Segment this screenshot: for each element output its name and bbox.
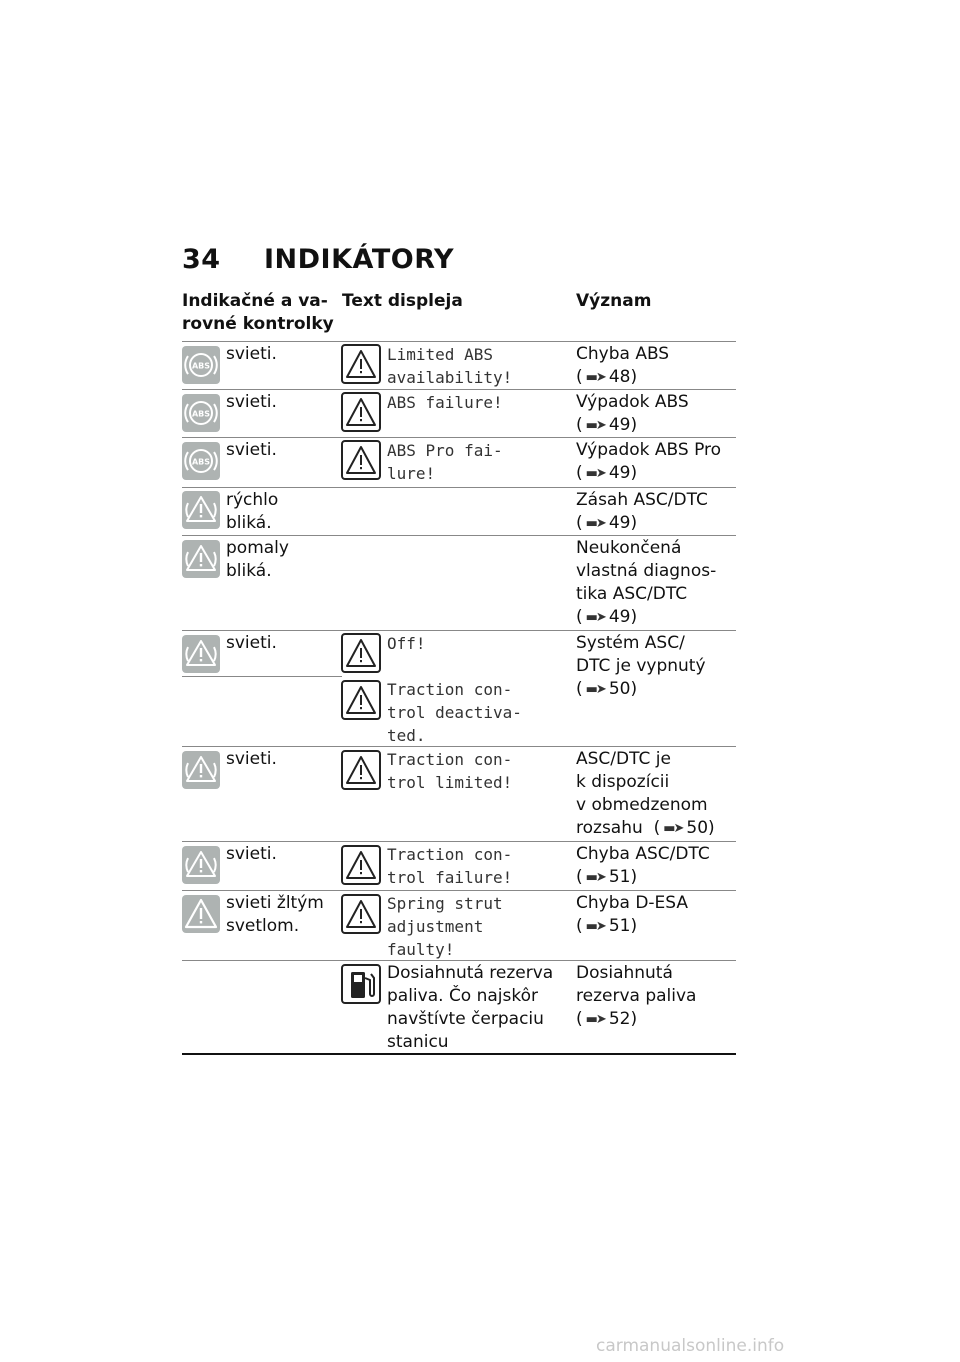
traction-control-light-icon [182,751,220,789]
light-state: pomaly bliká. [226,538,289,581]
warning-triangle-display-icon [341,633,381,673]
reference-arrow-icon: ▬➤ [585,516,605,531]
light-state: svieti. [226,344,277,364]
page-heading [182,244,454,275]
page-title: INDIKÁTORY [264,244,455,275]
display-text: Traction con- trol deactiva- ted. [387,680,522,745]
column-header-line: rovné kontrolky [182,314,334,334]
column-header-meaning: Význam [576,291,652,311]
light-state: svieti. [226,844,277,864]
reference-arrow-icon: ▬➤ [585,1012,605,1027]
column-header-line: Indikačné a va- [182,291,328,311]
table-rule [182,535,736,536]
page-reference[interactable]: 52) [608,1009,638,1029]
display-text: ABS failure! [387,393,503,412]
traction-control-light-icon [182,846,220,884]
display-text: ABS Pro fai- lure! [387,441,503,483]
page-reference[interactable]: 49) [608,415,638,435]
reference-arrow-icon: ▬➤ [585,418,605,433]
table-rule [182,630,736,631]
display-text: Off! [387,634,426,653]
reference-arrow-icon: ▬➤ [585,682,605,697]
light-state: svieti. [226,749,277,769]
display-text: Limited ABS availability! [387,345,513,387]
page-reference[interactable]: 49) [608,463,638,483]
meaning-text: Neukončená vlastná diagnos- tika ASC/DTC ( ▬➤ 49) [576,538,717,627]
warning-triangle-display-icon [341,845,381,885]
traction-control-light-icon [182,491,220,529]
display-text: Spring strut adjustment faulty! [387,894,503,959]
watermark: carmanualsonline.info [596,1336,785,1356]
page-reference[interactable]: 50) [686,818,715,838]
light-state: svieti. [226,440,277,460]
column-header-display-text: Text displeja [342,291,463,311]
abs-light-icon [182,442,220,480]
meaning-text: Dosiahnutá rezerva paliva ( ▬➤ 52) [576,963,697,1029]
table-rule [182,487,736,488]
reference-arrow-icon: ▬➤ [585,870,605,885]
light-state: svieti. [226,392,277,412]
reference-arrow-icon: ▬➤ [585,919,605,934]
warning-triangle-display-icon [341,344,381,384]
page-reference[interactable]: 51) [608,867,638,887]
table-rule [182,437,736,438]
table-rule [182,841,736,842]
display-text: Dosiahnutá rezerva paliva. Čo najskôr navštívte čerpaciu stanicu [387,963,554,1052]
reference-arrow-icon: ▬➤ [663,821,683,836]
light-state: svieti žltým svetlom. [226,893,324,936]
traction-control-light-icon [182,540,220,578]
warning-triangle-icon [182,895,220,933]
abs-light-icon [182,346,220,384]
table-rule [182,341,736,342]
column-header-indicators [182,290,334,336]
warning-triangle-display-icon [341,750,381,790]
meaning-text: Výpadok ABS ( ▬➤ 49) [576,392,689,435]
meaning-text: Výpadok ABS Pro ( ▬➤ 49) [576,440,722,483]
display-text: Traction con- trol limited! [387,750,513,792]
meaning-text: Chyba D-ESA ( ▬➤ 51) [576,893,689,936]
reference-arrow-icon: ▬➤ [585,370,605,385]
page-number: 34 [182,244,221,275]
warning-triangle-display-icon [341,440,381,480]
meaning-text: Chyba ABS ( ▬➤ 48) [576,344,670,387]
light-state: svieti. [226,633,277,653]
display-text: Traction con- trol failure! [387,845,513,887]
table-rule-partial [182,676,342,677]
page-reference[interactable]: 49) [608,607,638,627]
abs-light-icon [182,394,220,432]
meaning-text: Chyba ASC/DTC ( ▬➤ 51) [576,844,710,887]
traction-control-light-icon [182,635,220,673]
meaning-text: Zásah ASC/DTC ( ▬➤ 49) [576,490,708,533]
light-state: rýchlo bliká. [226,490,279,533]
meaning-text: Systém ASC/ DTC je vypnutý ( ▬➤ 50) [576,633,706,699]
warning-triangle-display-icon [341,392,381,432]
page-reference[interactable]: 50) [608,679,638,699]
table-rule [182,389,736,390]
reference-arrow-icon: ▬➤ [585,610,605,625]
page-reference[interactable]: 51) [608,916,638,936]
page-reference[interactable]: 49) [608,513,638,533]
page-reference[interactable]: 48) [608,367,638,387]
fuel-pump-icon [341,964,381,1004]
warning-triangle-display-icon [341,680,381,720]
reference-arrow-icon: ▬➤ [585,466,605,481]
table-rule [182,890,736,891]
warning-triangle-display-icon [341,894,381,934]
meaning-text: ASC/DTC je k dispozícii v obmedzenom rozsahu ( ▬➤ 50) [576,749,715,838]
